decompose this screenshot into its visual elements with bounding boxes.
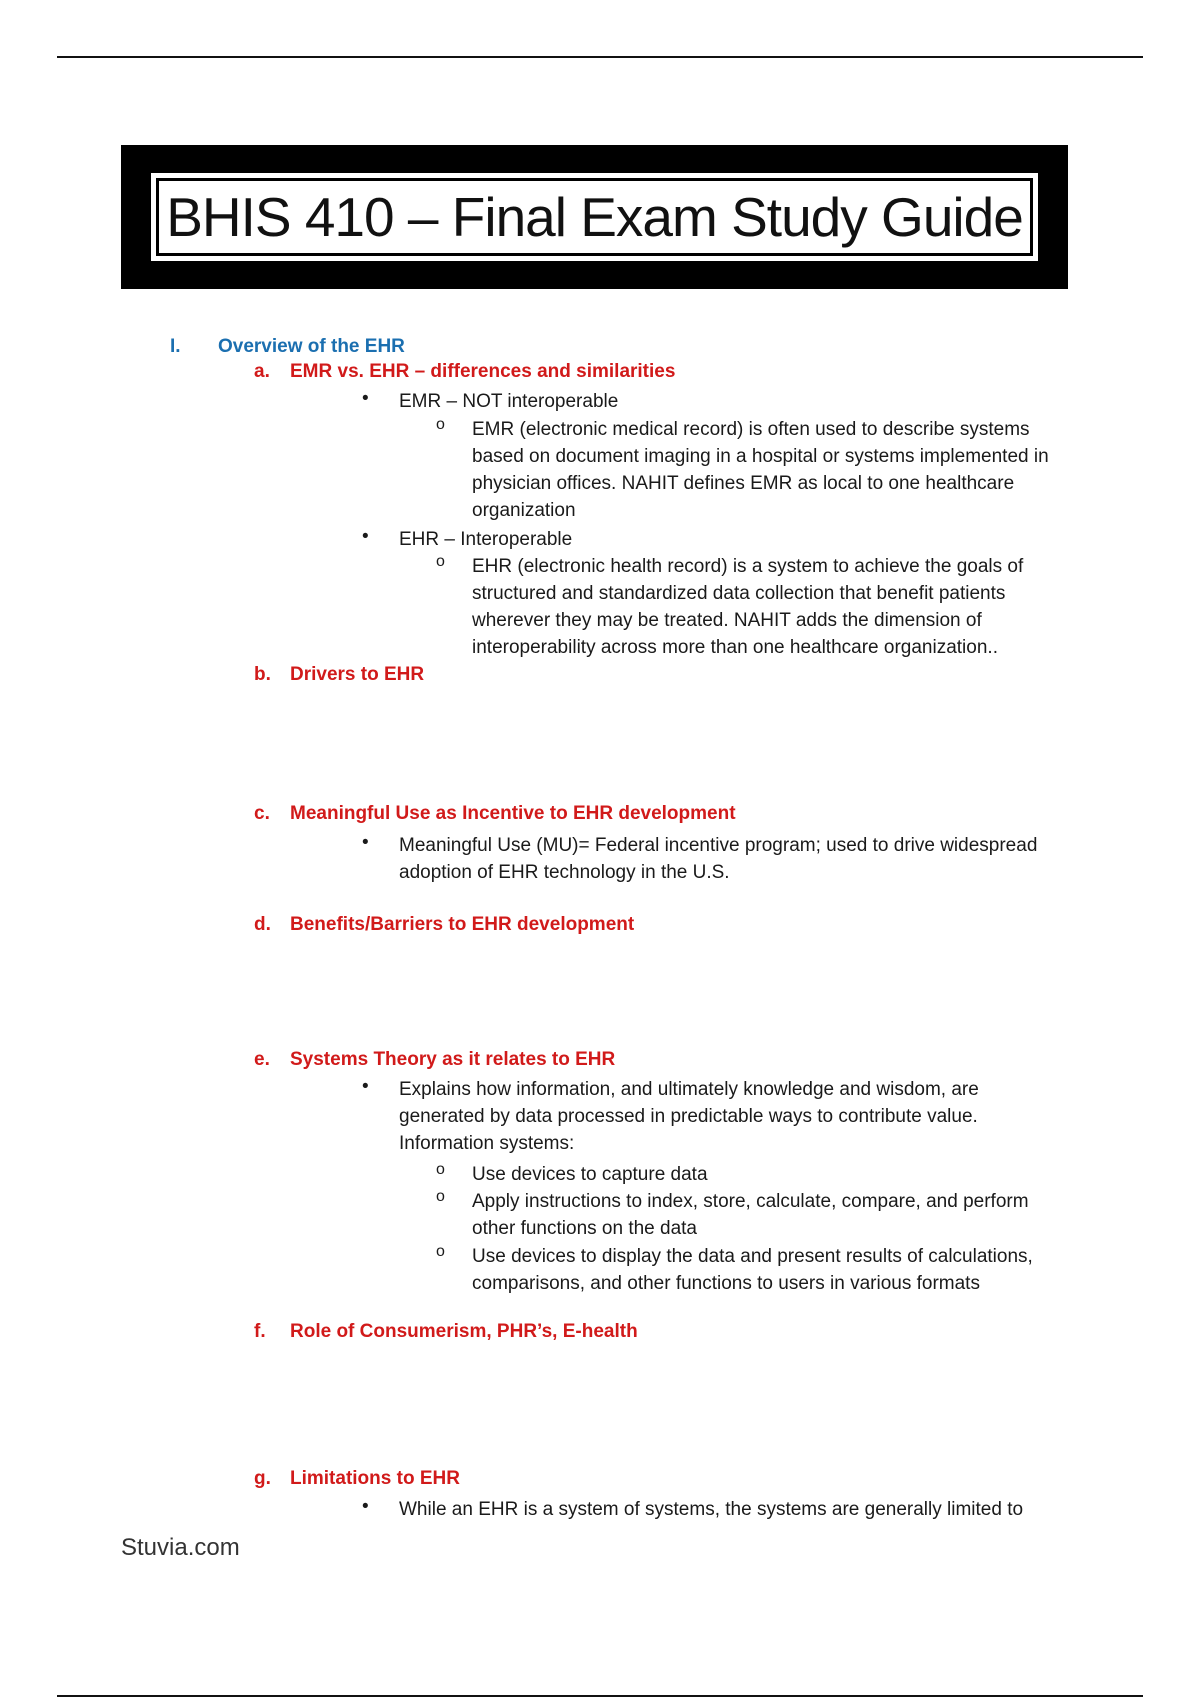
subheading-g: g. Limitations to EHR xyxy=(254,1468,460,1489)
page-title: BHIS 410 – Final Exam Study Guide xyxy=(166,186,1023,248)
section-number: I. xyxy=(170,336,181,357)
subheading-f: f. Role of Consumerism, PHR’s, E-health xyxy=(254,1321,638,1342)
top-rule xyxy=(57,56,1143,58)
subheading-d: d. Benefits/Barriers to EHR development xyxy=(254,914,635,935)
section-heading xyxy=(170,336,405,358)
section-label: Overview of the EHR xyxy=(218,336,405,357)
title-banner xyxy=(121,145,1068,289)
subheading-c: c. Meaningful Use as Incentive to EHR development xyxy=(254,803,736,824)
footer-watermark: Stuvia.com xyxy=(121,1534,240,1561)
subheading-a: a. EMR vs. EHR – differences and similarities xyxy=(254,361,676,382)
bottom-rule xyxy=(57,1695,1143,1697)
subheading-b: b. Drivers to EHR xyxy=(254,664,425,685)
subheading-e: e. Systems Theory as it relates to EHR xyxy=(254,1049,616,1070)
